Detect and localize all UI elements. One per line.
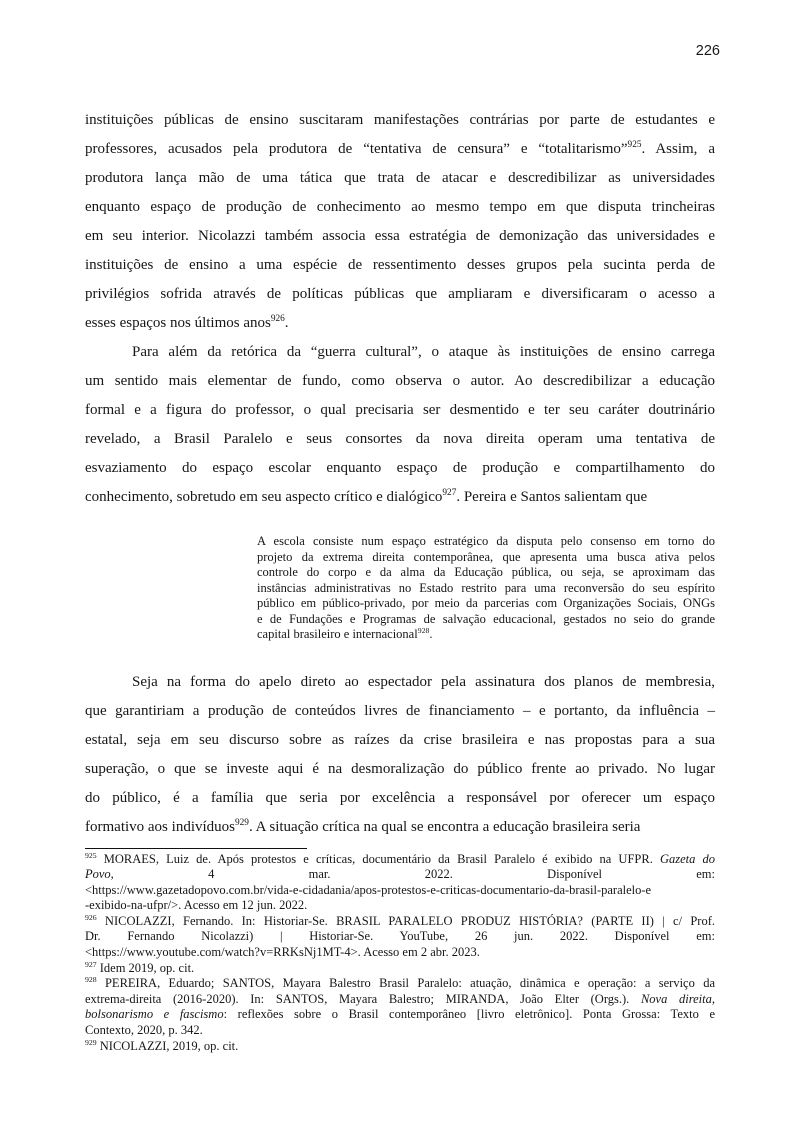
text-line: instituições públicas de ensino suscitaram manifestações contrárias por parte de estudantes e: [85, 112, 715, 128]
footnotes-section: [85, 852, 715, 1055]
page-number: 226: [695, 43, 720, 59]
text-line: formativo aos indivíduos$^{929}$. A situação crítica na qual se encontra a educação brasileira seria: [85, 817, 641, 835]
footnote: [85, 976, 715, 1038]
text-line: esvaziamento do espaço escolar enquanto espaço de produção e compartilhamento do: [85, 460, 715, 476]
text-line: Para além da retórica da “guerra cultural”, o ataque às instituições de ensino carrega: [132, 344, 715, 360]
text-line: -exibido-na-ufpr/>. Acesso em 12 jun. 2022.: [85, 898, 308, 913]
block-quote: [257, 534, 715, 643]
text-line: e de Fundações e Programas de salvação educacional, gestados no seio do grande: [257, 611, 715, 626]
text-line: estatal, seja em seu discurso sobre as raízes da crise brasileira e nas propostas para a sua: [85, 731, 715, 748]
text-line: Seja na forma do apelo direto ao espectador pela assinatura dos planos de membresia,: [132, 673, 715, 690]
text-line: do público, é a família que seria por excelência a responsável por oferecer um espaço: [85, 789, 715, 806]
text-line: $^{929}$ NICOLAZZI, 2019, op. cit.: [85, 1037, 239, 1053]
text-line: produtora lança mão de uma tática que trata de atacar e descredibilizar as universidades: [85, 170, 715, 186]
footnote-separator: [85, 848, 307, 849]
text-line: um sentido mais elementar de fundo, como observa o autor. Ao descredibilizar a educação: [85, 373, 715, 389]
text-line: capital brasileiro e internacional$^{928}$.: [257, 625, 433, 641]
text-line: em seu interior. Nicolazzi também associa essa estratégia de demonização das universidades e: [85, 228, 715, 244]
body-paragraph: [85, 106, 715, 338]
text-line: <https://www.gazetadopovo.com.br/vida-e-cidadania/apos-protestos-e-criticas-documentario-da-brasil-paralelo-e: [85, 882, 652, 897]
text-line: $^{926}$ NICOLAZZI, Fernando. In: Historiar-Se. BRASIL PARALELO PRODUZ HISTÓRIA? (PARTE II) | c/ Prof.: [85, 912, 715, 928]
text-line: <https://www.youtube.com/watch?v=RRKsNj1MT-4>. Acesso em 2 abr. 2023.: [85, 945, 480, 960]
text-line: conhecimento, sobretudo em seu aspecto crítico e dialógico$^{927}$. Pereira e Santos salientam que: [85, 488, 648, 505]
text-line: Contexto, 2020, p. 342.: [85, 1023, 203, 1038]
text-line: esses espaços nos últimos anos$^{926}$.: [85, 314, 289, 331]
text-line: projeto da extrema direita contemporânea, que apresenta uma busca ativa pelos: [257, 549, 715, 564]
text-line: $^{928}$ PEREIRA, Eduardo; SANTOS, Mayara Balestro Brasil Paralelo: atuação, dinâmica e operação: a serviço da: [85, 975, 715, 991]
footnote: [85, 852, 715, 914]
text-line: bolsonarismo e fascismo: reflexões sobre o Brasil contemporâneo [livro eletrônico]. Ponta Grossa: Texto e: [85, 1007, 715, 1022]
body-paragraph: [85, 338, 715, 512]
text-line: público em público-privado, por meio da parcerias com Organizações Sociais, ONGs: [257, 596, 715, 610]
text-line: $^{925}$ MORAES, Luiz de. Após protestos e críticas, documentário da Brasil Paralelo é exibido na UFPR. Gazeta do: [85, 850, 715, 866]
text-line: privilégios sofrida através de políticas públicas que ampliaram e diversificaram o acesso a: [85, 286, 715, 302]
footnote: [85, 914, 715, 961]
text-line: $^{927}$ Idem 2019, op. cit.: [85, 959, 195, 975]
text-line: que garantiriam a produção de conteúdos livres de financiamento – e portanto, da influência –: [85, 702, 715, 719]
text-line: revelado, a Brasil Paralelo e seus consortes da nova direita operam uma tentativa de: [85, 431, 715, 447]
footnote: [85, 1039, 715, 1055]
text-line: controle do corpo e da alma da Educação pública, ou seja, se aproximam das: [257, 565, 715, 579]
text-line: instituições de ensino a uma espécie de ressentimento desses grupos pela sucinta perda de: [85, 257, 715, 273]
text-line: professores, acusados pela produtora de “tentativa de censura” e “totalitarismo”$^{925}$. Assim, a: [85, 140, 715, 157]
body-paragraph: [85, 668, 715, 842]
text-line: A escola consiste num espaço estratégico da disputa pelo consenso em torno do: [257, 534, 715, 548]
text-line: Povo, 4 mar. 2022. Disponível em:: [85, 867, 715, 882]
footnote: [85, 961, 715, 977]
text-line: Dr. Fernando Nicolazzi) | Historiar-Se. YouTube, 26 jun. 2022. Disponível em:: [85, 929, 715, 944]
text-line: instâncias administrativas no Estado restrito para uma reconversão do seu espírito: [257, 580, 715, 595]
text-line: enquanto espaço de produção de conhecimento ao mesmo tempo em que disputa trincheiras: [85, 199, 715, 215]
text-line: formal e a figura do professor, o qual precisaria ser desmentido e ter seu caráter doutrinário: [85, 402, 715, 418]
page-content: [85, 106, 715, 1054]
text-line: extrema-direita (2016-2020). In: SANTOS, Mayara Balestro; MIRANDA, João Elter (Orgs.). Nova direita,: [85, 991, 715, 1006]
text-line: superação, o que se investe aqui é na desmoralização do público frente ao privado. No lugar: [85, 760, 715, 777]
